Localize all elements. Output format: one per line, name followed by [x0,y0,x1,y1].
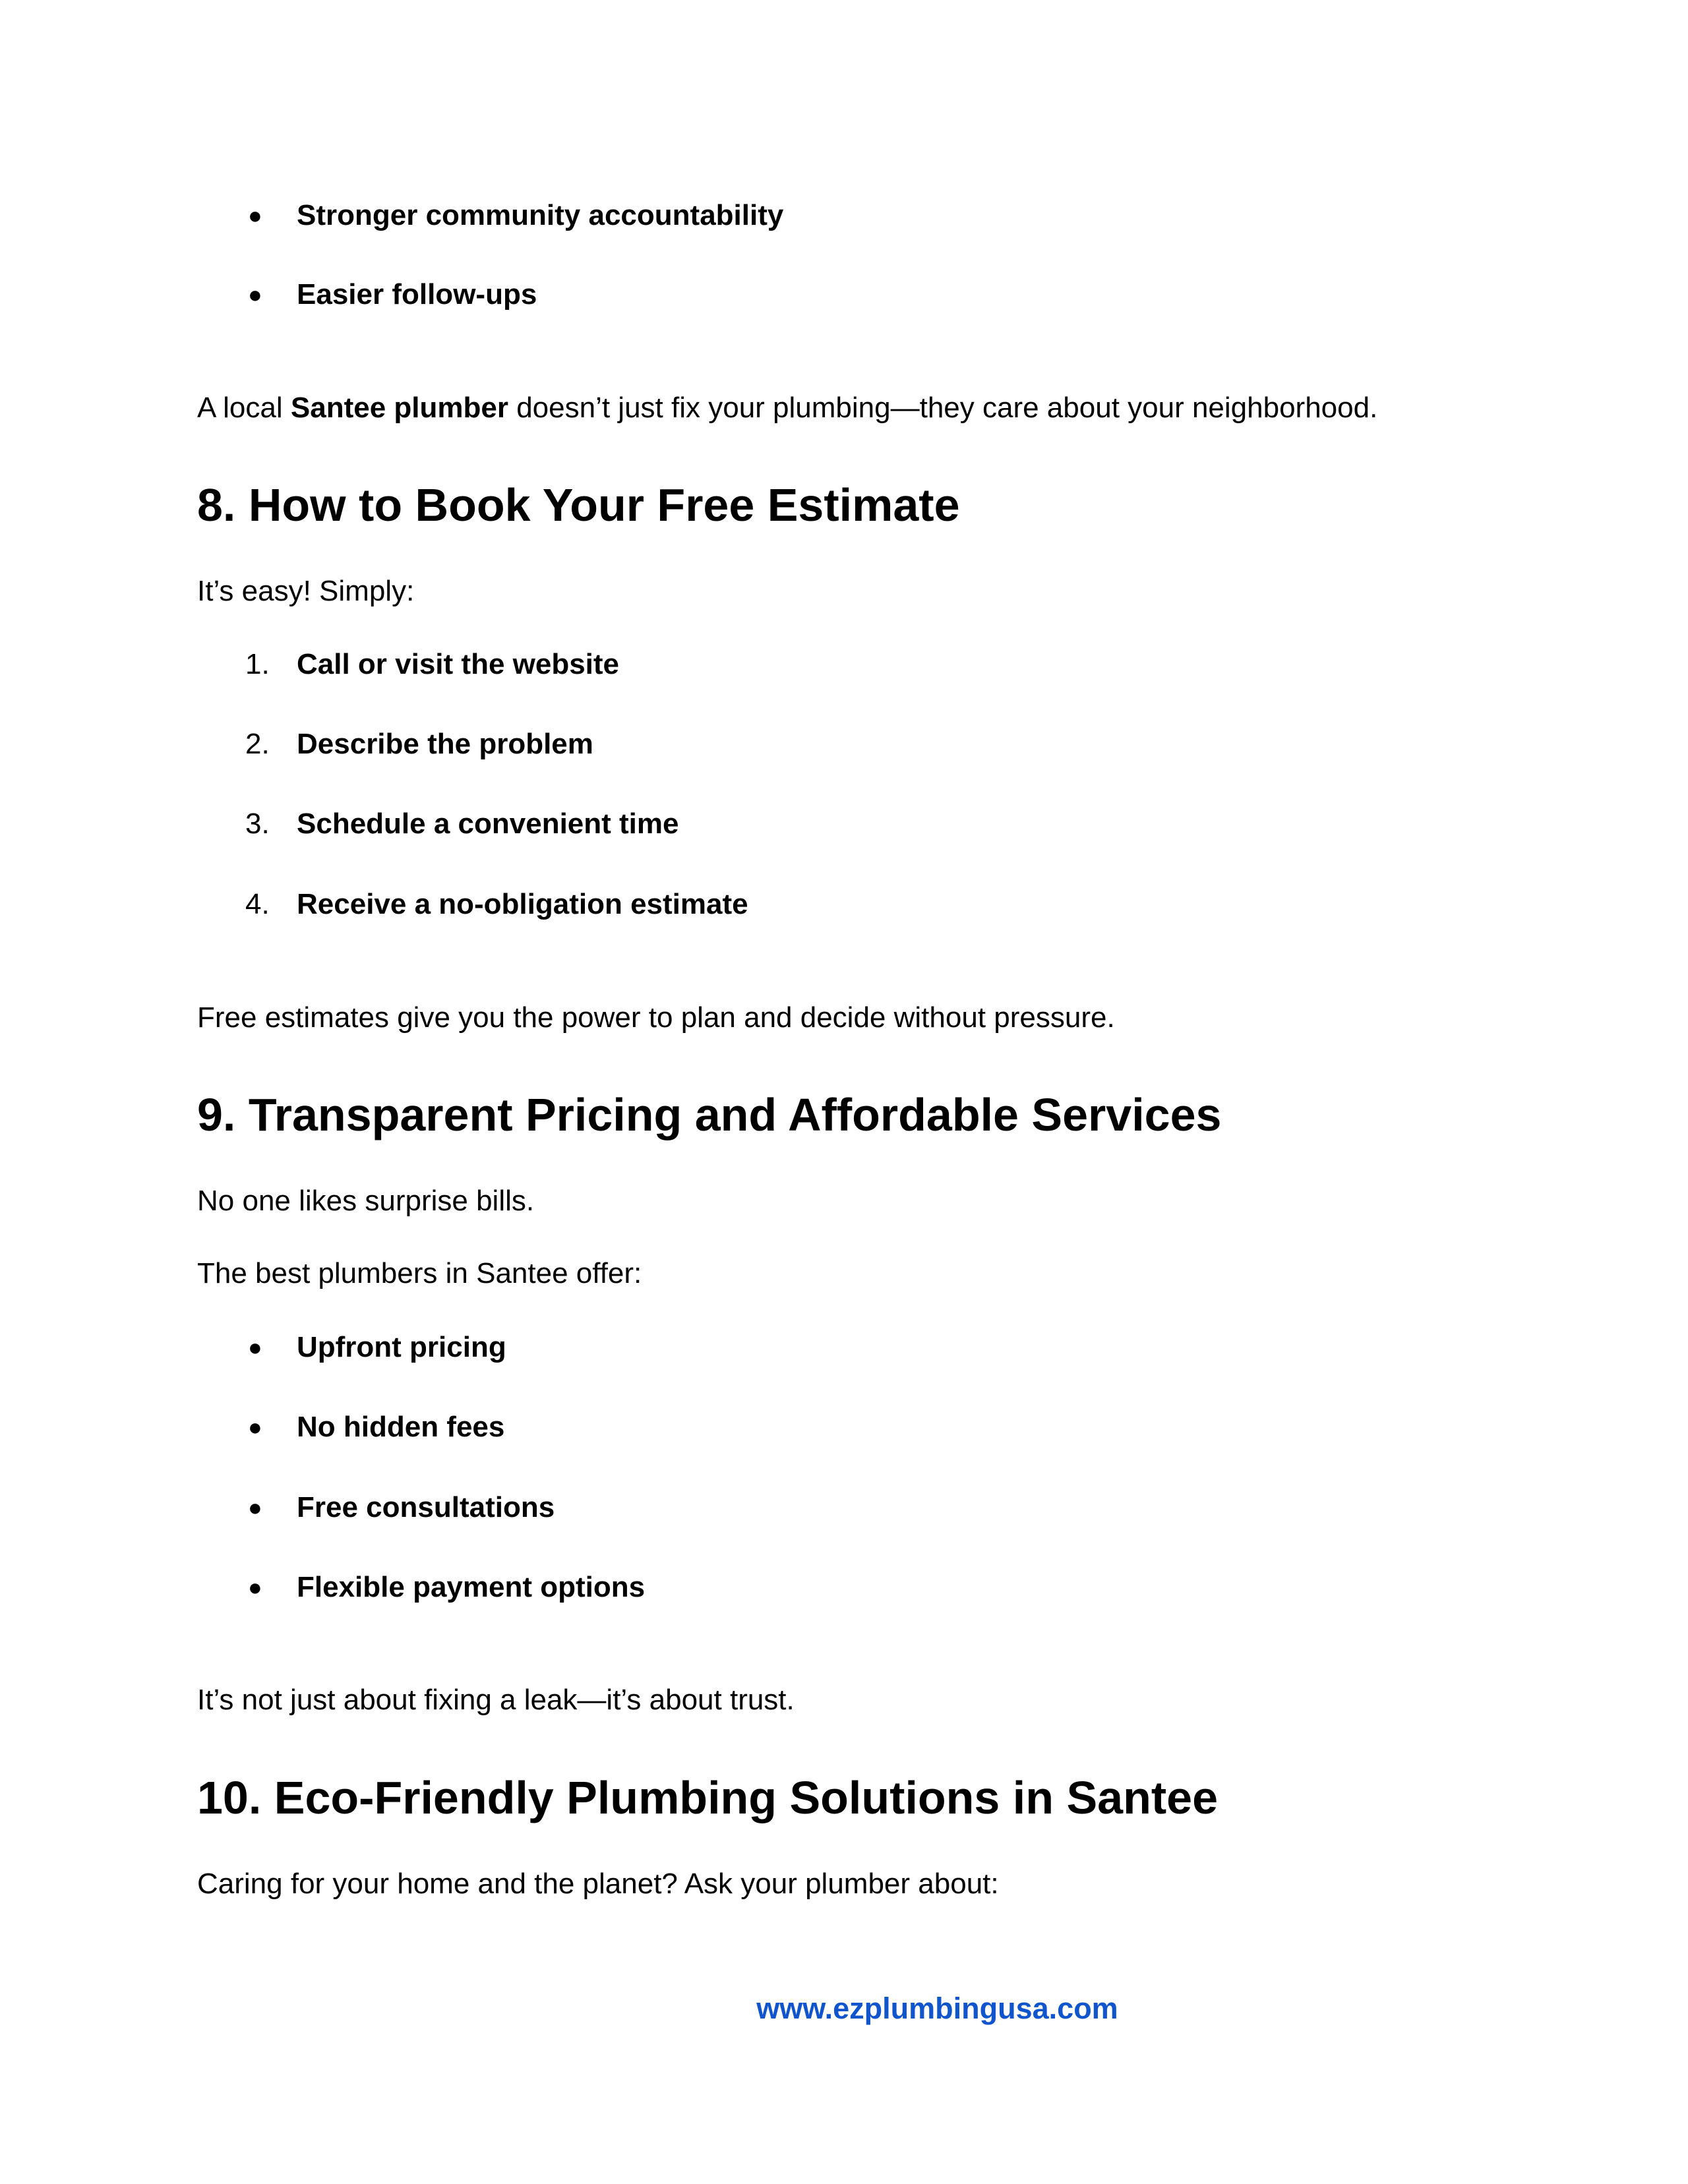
list-number: 2. [245,728,270,760]
local-plumber-paragraph [197,391,1377,425]
list-item-text: Free consultations [297,1491,555,1523]
list-number: 3. [245,808,270,840]
section-lead: No one likes surprise bills. [197,1185,535,1217]
bullet-icon: ● [248,1413,262,1440]
section-closing: It’s not just about fixing a leak—it’s about trust. [197,1684,795,1716]
bold-keyword: Santee plumber [290,392,508,424]
list-item-text: No hidden fees [297,1411,505,1443]
list-item-text: Describe the problem [297,728,593,760]
section-heading: 10. Eco-Friendly Plumbing Solutions in Santee [197,1772,1218,1823]
section-heading: 8. How to Book Your Free Estimate [197,479,960,531]
list-number: 4. [245,888,270,920]
paragraph-text: A local [197,392,291,424]
bullet-icon: ● [248,202,262,229]
list-number: 1. [245,648,270,680]
section-lead: It’s easy! Simply: [197,575,415,607]
list-item-text: Upfront pricing [297,1331,506,1363]
list-item-text: Easier follow-ups [297,278,537,310]
section-heading: 9. Transparent Pricing and Affordable Services [197,1089,1222,1140]
bullet-icon: ● [248,1574,262,1601]
website-link[interactable]: www.ezplumbingusa.com [756,1992,1118,2025]
list-item-text: Call or visit the website [297,648,620,680]
list-item-text: Stronger community accountability [297,199,784,231]
list-item-text: Schedule a convenient time [297,808,679,840]
list-item-text: Flexible payment options [297,1571,646,1603]
section-closing: Free estimates give you the power to plan and decide without pressure. [197,1001,1115,1034]
bullet-icon: ● [248,1334,262,1361]
section-lead: The best plumbers in Santee offer: [197,1257,642,1289]
bullet-icon: ● [248,281,262,308]
list-item-text: Receive a no-obligation estimate [297,888,748,920]
bullet-icon: ● [248,1494,262,1521]
paragraph-text: doesn’t just fix your plumbing—they care about your neighborhood. [508,392,1378,424]
section-lead: Caring for your home and the planet? Ask your plumber about: [197,1868,999,1900]
